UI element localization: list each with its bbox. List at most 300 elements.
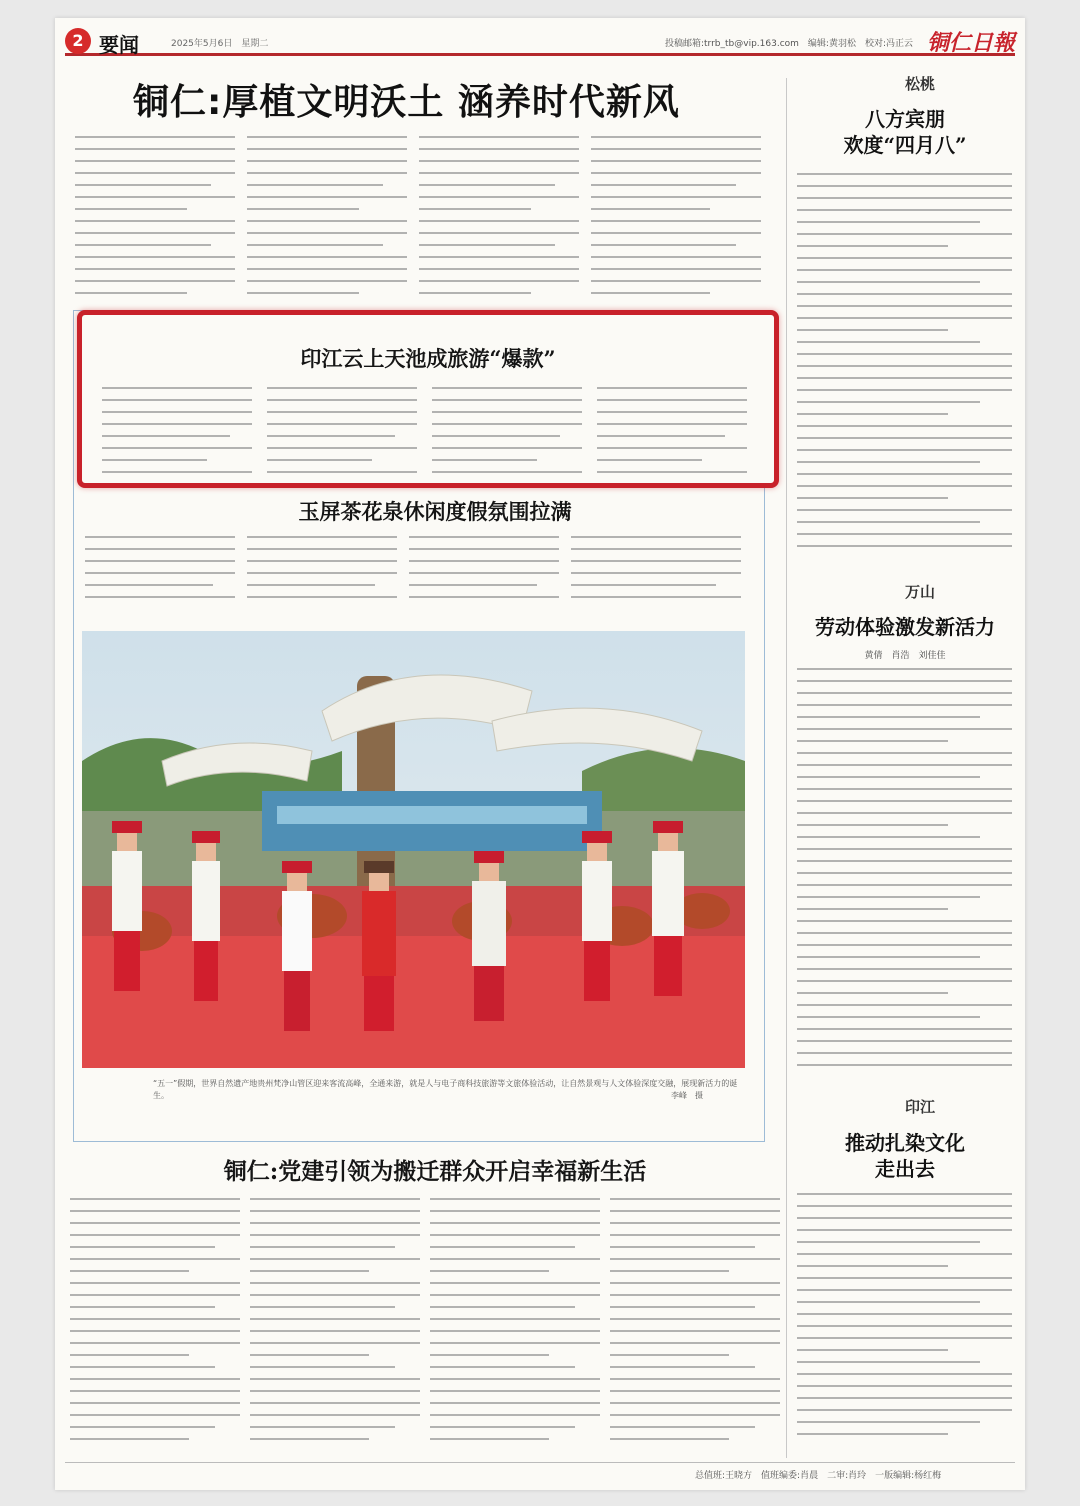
article-text-column: [247, 536, 397, 616]
text-line: [610, 1258, 780, 1260]
text-line: [797, 1253, 1012, 1255]
text-line: [430, 1222, 600, 1224]
text-line: [250, 1438, 369, 1440]
text-line: [247, 184, 383, 186]
article-text-column: [591, 136, 761, 306]
text-line: [247, 572, 397, 574]
text-line: [75, 172, 235, 174]
article-text-column: [250, 1198, 420, 1456]
text-line: [430, 1270, 549, 1272]
text-line: [250, 1402, 420, 1404]
text-line: [597, 411, 747, 413]
text-line: [797, 209, 1012, 211]
text-line: [102, 423, 252, 425]
article-text-column: [610, 1198, 780, 1456]
text-line: [797, 173, 1012, 175]
text-line: [250, 1330, 420, 1332]
text-line: [250, 1246, 395, 1248]
text-line: [75, 292, 187, 294]
text-line: [591, 196, 761, 198]
highlighted-article[interactable]: [77, 310, 779, 488]
text-line: [797, 1241, 980, 1243]
text-line: [419, 292, 531, 294]
text-line: [267, 471, 417, 473]
festival-photo: [82, 631, 745, 1068]
text-line: [610, 1294, 780, 1296]
text-line: [267, 387, 417, 389]
article-text-column: [797, 1193, 1012, 1455]
text-line: [610, 1354, 729, 1356]
text-line: [797, 1349, 948, 1351]
text-line: [610, 1366, 755, 1368]
text-line: [419, 172, 579, 174]
text-line: [797, 293, 1012, 295]
text-line: [70, 1258, 240, 1260]
text-line: [797, 1385, 1012, 1387]
text-line: [250, 1414, 420, 1416]
text-line: [797, 932, 1012, 934]
article-text-column: [267, 387, 417, 479]
text-line: [419, 244, 555, 246]
text-line: [797, 497, 948, 499]
text-line: [85, 572, 235, 574]
column-divider: [786, 78, 787, 1458]
text-line: [250, 1198, 420, 1200]
text-line: [419, 268, 579, 270]
text-line: [75, 268, 235, 270]
section-name: 要闻: [99, 33, 139, 57]
text-line: [267, 459, 372, 461]
text-line: [430, 1366, 575, 1368]
text-line: [591, 268, 761, 270]
text-line: [797, 740, 948, 742]
text-line: [250, 1222, 420, 1224]
text-line: [797, 776, 980, 778]
text-line: [797, 305, 1012, 307]
text-line: [797, 1433, 948, 1435]
text-line: [797, 956, 980, 958]
text-line: [430, 1234, 600, 1236]
text-line: [610, 1234, 780, 1236]
newspaper-page: [55, 18, 1025, 1490]
text-line: [247, 148, 407, 150]
text-line: [250, 1390, 420, 1392]
text-line: [797, 1064, 1012, 1066]
text-line: [430, 1294, 600, 1296]
text-line: [591, 256, 761, 258]
region-label-songtao: 松桃: [904, 75, 935, 93]
article-text-column: [102, 387, 252, 479]
text-line: [267, 399, 417, 401]
text-line: [102, 447, 252, 449]
text-line: [797, 389, 1012, 391]
text-line: [247, 584, 375, 586]
text-line: [419, 184, 555, 186]
right-headline-songtao-1: 八方宾朋: [865, 107, 945, 131]
text-line: [797, 1277, 1012, 1279]
text-line: [430, 1198, 600, 1200]
text-line: [75, 148, 235, 150]
text-line: [797, 836, 980, 838]
text-line: [797, 908, 948, 910]
text-line: [591, 148, 761, 150]
text-line: [610, 1330, 780, 1332]
text-line: [591, 220, 761, 222]
text-line: [250, 1378, 420, 1380]
text-line: [797, 269, 1012, 271]
text-line: [797, 860, 1012, 862]
text-line: [597, 399, 747, 401]
text-line: [430, 1414, 600, 1416]
text-line: [419, 160, 579, 162]
footer-rule: [65, 1462, 1015, 1463]
page-number: 2: [65, 28, 91, 54]
text-line: [797, 884, 1012, 886]
text-line: [75, 160, 235, 162]
text-line: [75, 280, 235, 282]
text-line: [432, 399, 582, 401]
text-line: [430, 1306, 575, 1308]
text-line: [797, 353, 1012, 355]
text-line: [70, 1318, 240, 1320]
text-line: [591, 136, 761, 138]
text-line: [797, 1004, 1012, 1006]
text-line: [797, 509, 1012, 511]
text-line: [430, 1210, 600, 1212]
text-line: [75, 184, 211, 186]
text-line: [247, 208, 359, 210]
text-line: [797, 1229, 1012, 1231]
text-line: [250, 1306, 395, 1308]
text-line: [591, 292, 710, 294]
text-line: [409, 584, 537, 586]
article-text-column: [409, 536, 559, 616]
text-line: [797, 1265, 948, 1267]
text-line: [571, 572, 741, 574]
text-line: [250, 1258, 420, 1260]
text-line: [85, 596, 235, 598]
text-line: [75, 232, 235, 234]
text-line: [247, 172, 407, 174]
text-line: [797, 413, 948, 415]
text-line: [591, 172, 761, 174]
main-headline: 铜仁:厚植文明沃土 涵养时代新风: [133, 82, 680, 123]
text-line: [250, 1210, 420, 1212]
text-line: [610, 1378, 780, 1380]
text-line: [797, 872, 1012, 874]
issue-date: 2025年5月6日 星期二: [171, 39, 269, 49]
text-line: [797, 824, 948, 826]
text-line: [591, 208, 710, 210]
text-line: [247, 560, 397, 562]
text-line: [85, 584, 213, 586]
text-line: [70, 1402, 240, 1404]
text-line: [797, 968, 1012, 970]
text-line: [797, 920, 1012, 922]
text-line: [85, 536, 235, 538]
text-line: [797, 1337, 1012, 1339]
text-line: [797, 245, 948, 247]
text-line: [610, 1270, 729, 1272]
text-line: [432, 447, 582, 449]
text-line: [797, 341, 980, 343]
text-line: [571, 560, 741, 562]
text-line: [75, 208, 187, 210]
text-line: [610, 1318, 780, 1320]
text-line: [797, 185, 1012, 187]
text-line: [597, 387, 747, 389]
text-line: [432, 435, 560, 437]
text-line: [797, 533, 1012, 535]
text-line: [267, 423, 417, 425]
text-line: [250, 1354, 369, 1356]
text-line: [591, 184, 736, 186]
text-line: [70, 1294, 240, 1296]
text-line: [70, 1366, 215, 1368]
article-text-column: [571, 536, 741, 616]
text-line: [610, 1438, 729, 1440]
text-line: [430, 1378, 600, 1380]
text-line: [430, 1438, 549, 1440]
text-line: [75, 244, 211, 246]
text-line: [432, 411, 582, 413]
text-line: [75, 220, 235, 222]
text-line: [797, 692, 1012, 694]
text-line: [432, 459, 537, 461]
text-line: [250, 1342, 420, 1344]
text-line: [591, 160, 761, 162]
text-line: [797, 1217, 1012, 1219]
second-headline: 玉屏茶花泉休闲度假氛围拉满: [298, 499, 572, 524]
text-line: [430, 1342, 600, 1344]
text-line: [797, 473, 1012, 475]
text-line: [102, 387, 252, 389]
editor-credits: 投稿邮箱:trrb_tb@vip.163.com 编辑:黄羽松 校对:冯正云: [665, 39, 913, 49]
text-line: [250, 1270, 369, 1272]
text-line: [797, 425, 1012, 427]
article-text-column: [70, 1198, 240, 1456]
right-headline-songtao-2: 欢度“四月八”: [843, 133, 967, 157]
text-line: [797, 401, 980, 403]
text-line: [432, 471, 582, 473]
text-line: [797, 1409, 1012, 1411]
article-text-column: [247, 136, 407, 306]
text-line: [797, 257, 1012, 259]
text-line: [267, 447, 417, 449]
text-line: [797, 485, 1012, 487]
text-line: [419, 256, 579, 258]
text-line: [85, 560, 235, 562]
text-line: [797, 1040, 1012, 1042]
text-line: [250, 1426, 395, 1428]
region-label-yinjiang: 印江: [904, 1098, 935, 1116]
text-line: [797, 1301, 980, 1303]
text-line: [247, 292, 359, 294]
text-line: [70, 1414, 240, 1416]
text-line: [70, 1234, 240, 1236]
text-line: [597, 435, 725, 437]
text-line: [102, 411, 252, 413]
text-line: [797, 1361, 980, 1363]
text-line: [597, 423, 747, 425]
text-line: [70, 1306, 215, 1308]
text-line: [797, 812, 1012, 814]
text-line: [610, 1306, 755, 1308]
text-line: [409, 596, 559, 598]
text-line: [430, 1258, 600, 1260]
text-line: [432, 423, 582, 425]
text-line: [409, 560, 559, 562]
article-text-column: [430, 1198, 600, 1456]
right-headline-wanshan: 劳动体验激发新活力: [815, 615, 995, 639]
text-line: [70, 1342, 240, 1344]
right-author-wanshan: 黄倩 肖浩 刘佳佳: [864, 651, 946, 661]
text-line: [797, 329, 948, 331]
article-text-column: [75, 136, 235, 306]
text-line: [250, 1294, 420, 1296]
text-line: [797, 992, 948, 994]
text-line: [571, 536, 741, 538]
text-line: [409, 572, 559, 574]
text-line: [597, 459, 702, 461]
text-line: [610, 1402, 780, 1404]
text-line: [430, 1402, 600, 1404]
text-line: [419, 208, 531, 210]
text-line: [797, 1373, 1012, 1375]
text-line: [610, 1414, 780, 1416]
text-line: [797, 521, 980, 523]
text-line: [430, 1426, 575, 1428]
text-line: [797, 461, 980, 463]
photo-credit: 李峰 摄: [671, 1091, 703, 1100]
text-line: [797, 449, 1012, 451]
text-line: [797, 1016, 980, 1018]
text-line: [797, 848, 1012, 850]
text-line: [610, 1282, 780, 1284]
text-line: [591, 244, 736, 246]
text-line: [797, 233, 1012, 235]
text-line: [250, 1234, 420, 1236]
text-line: [797, 704, 1012, 706]
article-text-column: [797, 173, 1012, 568]
text-line: [610, 1426, 755, 1428]
text-line: [610, 1342, 780, 1344]
text-line: [797, 716, 980, 718]
text-line: [70, 1330, 240, 1332]
text-line: [797, 1313, 1012, 1315]
text-line: [102, 471, 252, 473]
text-line: [571, 584, 716, 586]
text-line: [70, 1438, 189, 1440]
text-line: [419, 196, 579, 198]
text-line: [247, 160, 407, 162]
text-line: [797, 317, 1012, 319]
text-line: [102, 459, 207, 461]
text-line: [70, 1426, 215, 1428]
text-line: [610, 1222, 780, 1224]
text-line: [797, 1289, 1012, 1291]
text-line: [797, 728, 1012, 730]
text-line: [70, 1282, 240, 1284]
article-text-column: [597, 387, 747, 479]
text-line: [797, 377, 1012, 379]
text-line: [250, 1282, 420, 1284]
text-line: [247, 256, 407, 258]
text-line: [797, 1397, 1012, 1399]
text-line: [797, 668, 1012, 670]
festival-photo-illustration: [82, 631, 745, 1068]
newspaper-logo: 铜仁日報: [926, 30, 1015, 56]
article-text-column: [85, 536, 235, 616]
text-line: [409, 548, 559, 550]
text-line: [797, 764, 1012, 766]
text-line: [70, 1210, 240, 1212]
text-line: [591, 232, 761, 234]
text-line: [247, 536, 397, 538]
photo-caption: “五一”假期，世界自然遗产地贵州梵净山管区迎来客流高峰，全通来游，就是人与电子商科技旅游等文旅体验活动，让自然景观与人文体验深度交融，展现新活力的诞生。: [153, 1079, 738, 1100]
text-line: [430, 1354, 549, 1356]
text-line: [610, 1198, 780, 1200]
text-line: [247, 244, 383, 246]
text-line: [419, 220, 579, 222]
text-line: [247, 596, 397, 598]
highlighted-headline: 印江云上天池成旅游“爆款”: [300, 346, 556, 371]
text-line: [797, 896, 980, 898]
text-line: [419, 232, 579, 234]
text-line: [247, 196, 407, 198]
text-line: [797, 197, 1012, 199]
text-line: [797, 752, 1012, 754]
text-line: [247, 548, 397, 550]
text-line: [267, 435, 395, 437]
text-line: [797, 800, 1012, 802]
text-line: [70, 1222, 240, 1224]
text-line: [419, 148, 579, 150]
text-line: [571, 548, 741, 550]
text-line: [797, 437, 1012, 439]
text-line: [70, 1390, 240, 1392]
text-line: [610, 1210, 780, 1212]
masthead: [65, 28, 1015, 56]
text-line: [430, 1318, 600, 1320]
text-line: [797, 944, 1012, 946]
text-line: [597, 447, 747, 449]
text-line: [591, 280, 761, 282]
right-headline-yinjiang-1: 推动扎染文化: [845, 1131, 965, 1155]
text-line: [797, 980, 1012, 982]
text-line: [102, 435, 230, 437]
region-label-wanshan: 万山: [904, 583, 935, 601]
text-line: [610, 1246, 755, 1248]
text-line: [70, 1198, 240, 1200]
bottom-headline: 铜仁:党建引领为搬迁群众开启幸福新生活: [223, 1158, 647, 1185]
text-line: [797, 680, 1012, 682]
text-line: [70, 1378, 240, 1380]
text-line: [430, 1282, 600, 1284]
article-text-column: [797, 668, 1012, 1088]
text-line: [430, 1330, 600, 1332]
article-text-column: [419, 136, 579, 306]
text-line: [797, 1052, 1012, 1054]
text-line: [409, 536, 559, 538]
text-line: [419, 280, 579, 282]
text-line: [70, 1246, 215, 1248]
text-line: [75, 136, 235, 138]
text-line: [85, 548, 235, 550]
text-line: [797, 365, 1012, 367]
text-line: [250, 1366, 395, 1368]
text-line: [250, 1318, 420, 1320]
